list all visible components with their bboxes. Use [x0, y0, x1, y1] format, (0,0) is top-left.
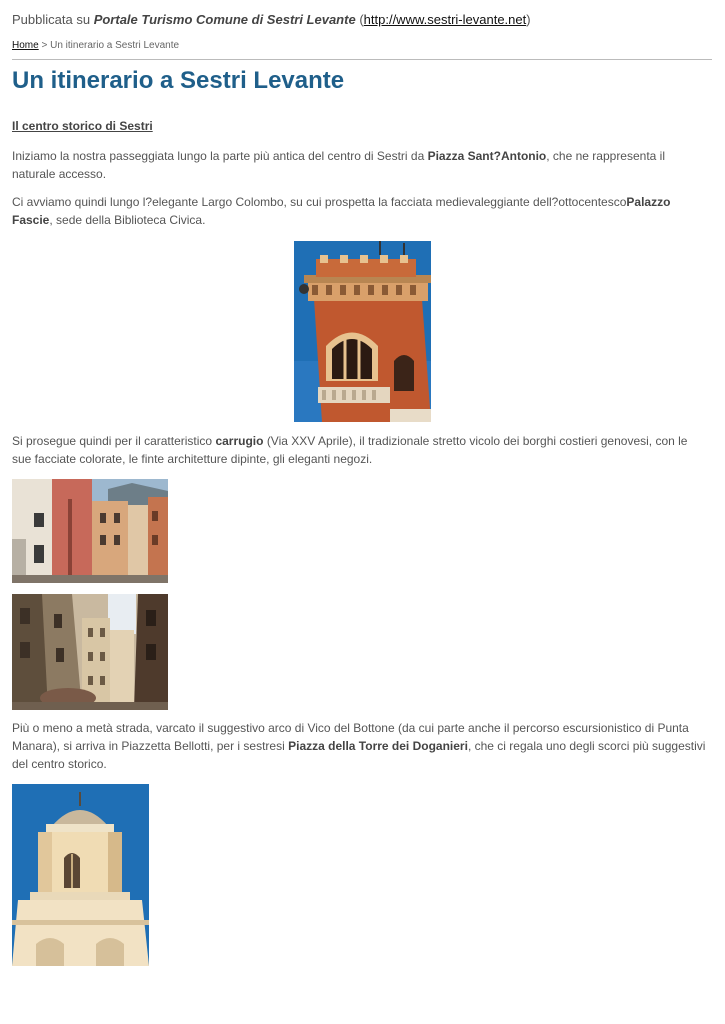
paragraph-2 [12, 193, 707, 229]
close-paren: ) [526, 12, 531, 27]
carrugio-street-photo-1 [12, 479, 168, 583]
open-paren: ( [359, 12, 364, 27]
paragraph-3-bold: carrugio [215, 434, 264, 448]
section-title: Il centro storico di Sestri [12, 119, 153, 133]
paragraph-3 [12, 432, 707, 468]
paragraph-2-text-a: Ci avviamo quindi lungo l?elegante Largo Colombo, su cui prospetta la facciata medievaleggiante dell?ottocentesco [12, 195, 627, 209]
portal-name: Portale Turismo Comune di Sestri Levante [93, 12, 356, 27]
torre-doganieri-photo [12, 784, 149, 966]
paragraph-1 [12, 147, 707, 183]
paragraph-3-text-c: (Via XXV Aprile), il tradizionale stretto vicolo dei borghi costieri genovesi, con le sue facciate colorate, le finte architetture dipinte, gli eleganti negozi. [12, 434, 688, 466]
paragraph-2-bold: Palazzo Fascie [12, 195, 671, 227]
paragraph-4-bold: Piazza della Torre dei Doganieri [288, 739, 468, 753]
header-divider [12, 59, 712, 60]
paragraph-4-text-c: , che ci regala uno degli scorci più suggestivi del centro storico. [12, 739, 706, 771]
portal-url-link[interactable]: http://www.sestri-levante.net [363, 12, 527, 27]
published-on-line [12, 12, 531, 27]
paragraph-4 [12, 719, 707, 773]
paragraph-4-text-a: Più o meno a metà strada, varcato il suggestivo arco di Vico del Bottone (da cui parte anche il percorso escursionistico di Punta Manara), si arriva in Piazzetta Bellotti, per i sestresi [12, 721, 689, 753]
page-title: Un itinerario a Sestri Levante [12, 67, 345, 94]
breadcrumb-separator: > [41, 40, 48, 51]
published-prefix: Pubblicata su [12, 12, 91, 27]
paragraph-1-text-c: , che ne rappresenta il naturale accesso. [12, 149, 666, 181]
carrugio-street-photo-2 [12, 594, 168, 710]
brick-tower-photo [294, 241, 431, 422]
breadcrumb-current: Un itinerario a Sestri Levante [50, 40, 180, 51]
breadcrumb [12, 40, 179, 51]
paragraph-3-text-a: Si prosegue quindi per il caratteristico [12, 434, 213, 448]
paragraph-1-bold: Piazza Sant?Antonio [427, 149, 547, 163]
paragraph-2-text-c: , sede della Biblioteca Civica. [49, 213, 206, 227]
paragraph-1-text-a: Iniziamo la nostra passeggiata lungo la parte più antica del centro di Sestri da [12, 149, 425, 163]
breadcrumb-home-link[interactable]: Home [12, 40, 39, 51]
